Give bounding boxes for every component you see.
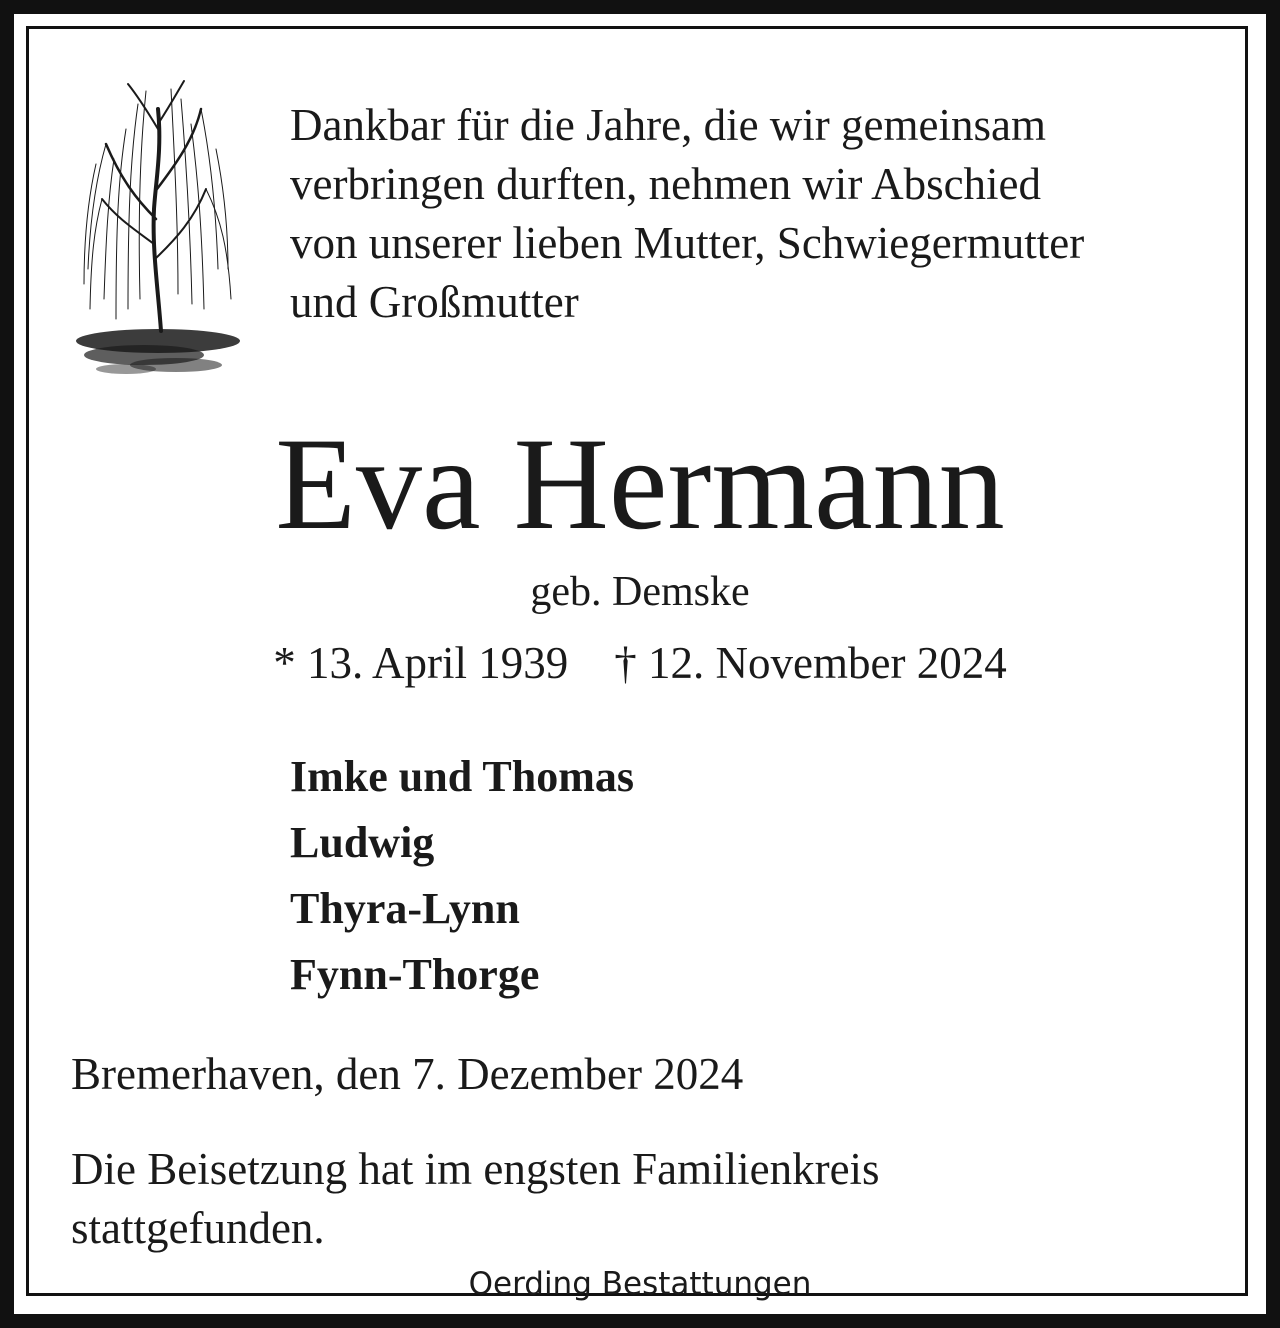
place-and-date: Bremerhaven, den 7. Dezember 2024 [71, 1049, 744, 1099]
intro-line: Dankbar für die Jahre, die wir gemeinsam [290, 100, 1046, 150]
birth-date: * 13. April 1939 [273, 638, 569, 688]
family-member: Fynn-Thorge [290, 950, 540, 999]
family-member: Imke und Thomas [290, 752, 634, 801]
burial-line: stattgefunden. [71, 1203, 325, 1253]
intro-line: von unserer lieben Mutter, Schwiegermutter [290, 218, 1085, 268]
maiden-name: geb. Demske [530, 569, 750, 615]
obituary-notice [14, 14, 1266, 1314]
intro-text [290, 96, 1240, 332]
family-member: Ludwig [290, 818, 435, 867]
life-dates [14, 634, 1266, 692]
intro-line: und Großmutter [290, 277, 579, 327]
family-signatories [290, 744, 634, 1008]
burial-line: Die Beisetzung hat im engsten Familienkreis [71, 1144, 880, 1194]
death-date: † 12. November 2024 [614, 638, 1007, 688]
undertaker-name: Oerding Bestattungen [468, 1266, 812, 1302]
deceased-name: Eva Hermann [275, 410, 1005, 557]
family-member: Thyra-Lynn [290, 884, 520, 933]
intro-line: verbringen durften, nehmen wir Abschied [290, 159, 1042, 209]
burial-note [71, 1140, 880, 1258]
weeping-willow-icon [66, 69, 246, 389]
